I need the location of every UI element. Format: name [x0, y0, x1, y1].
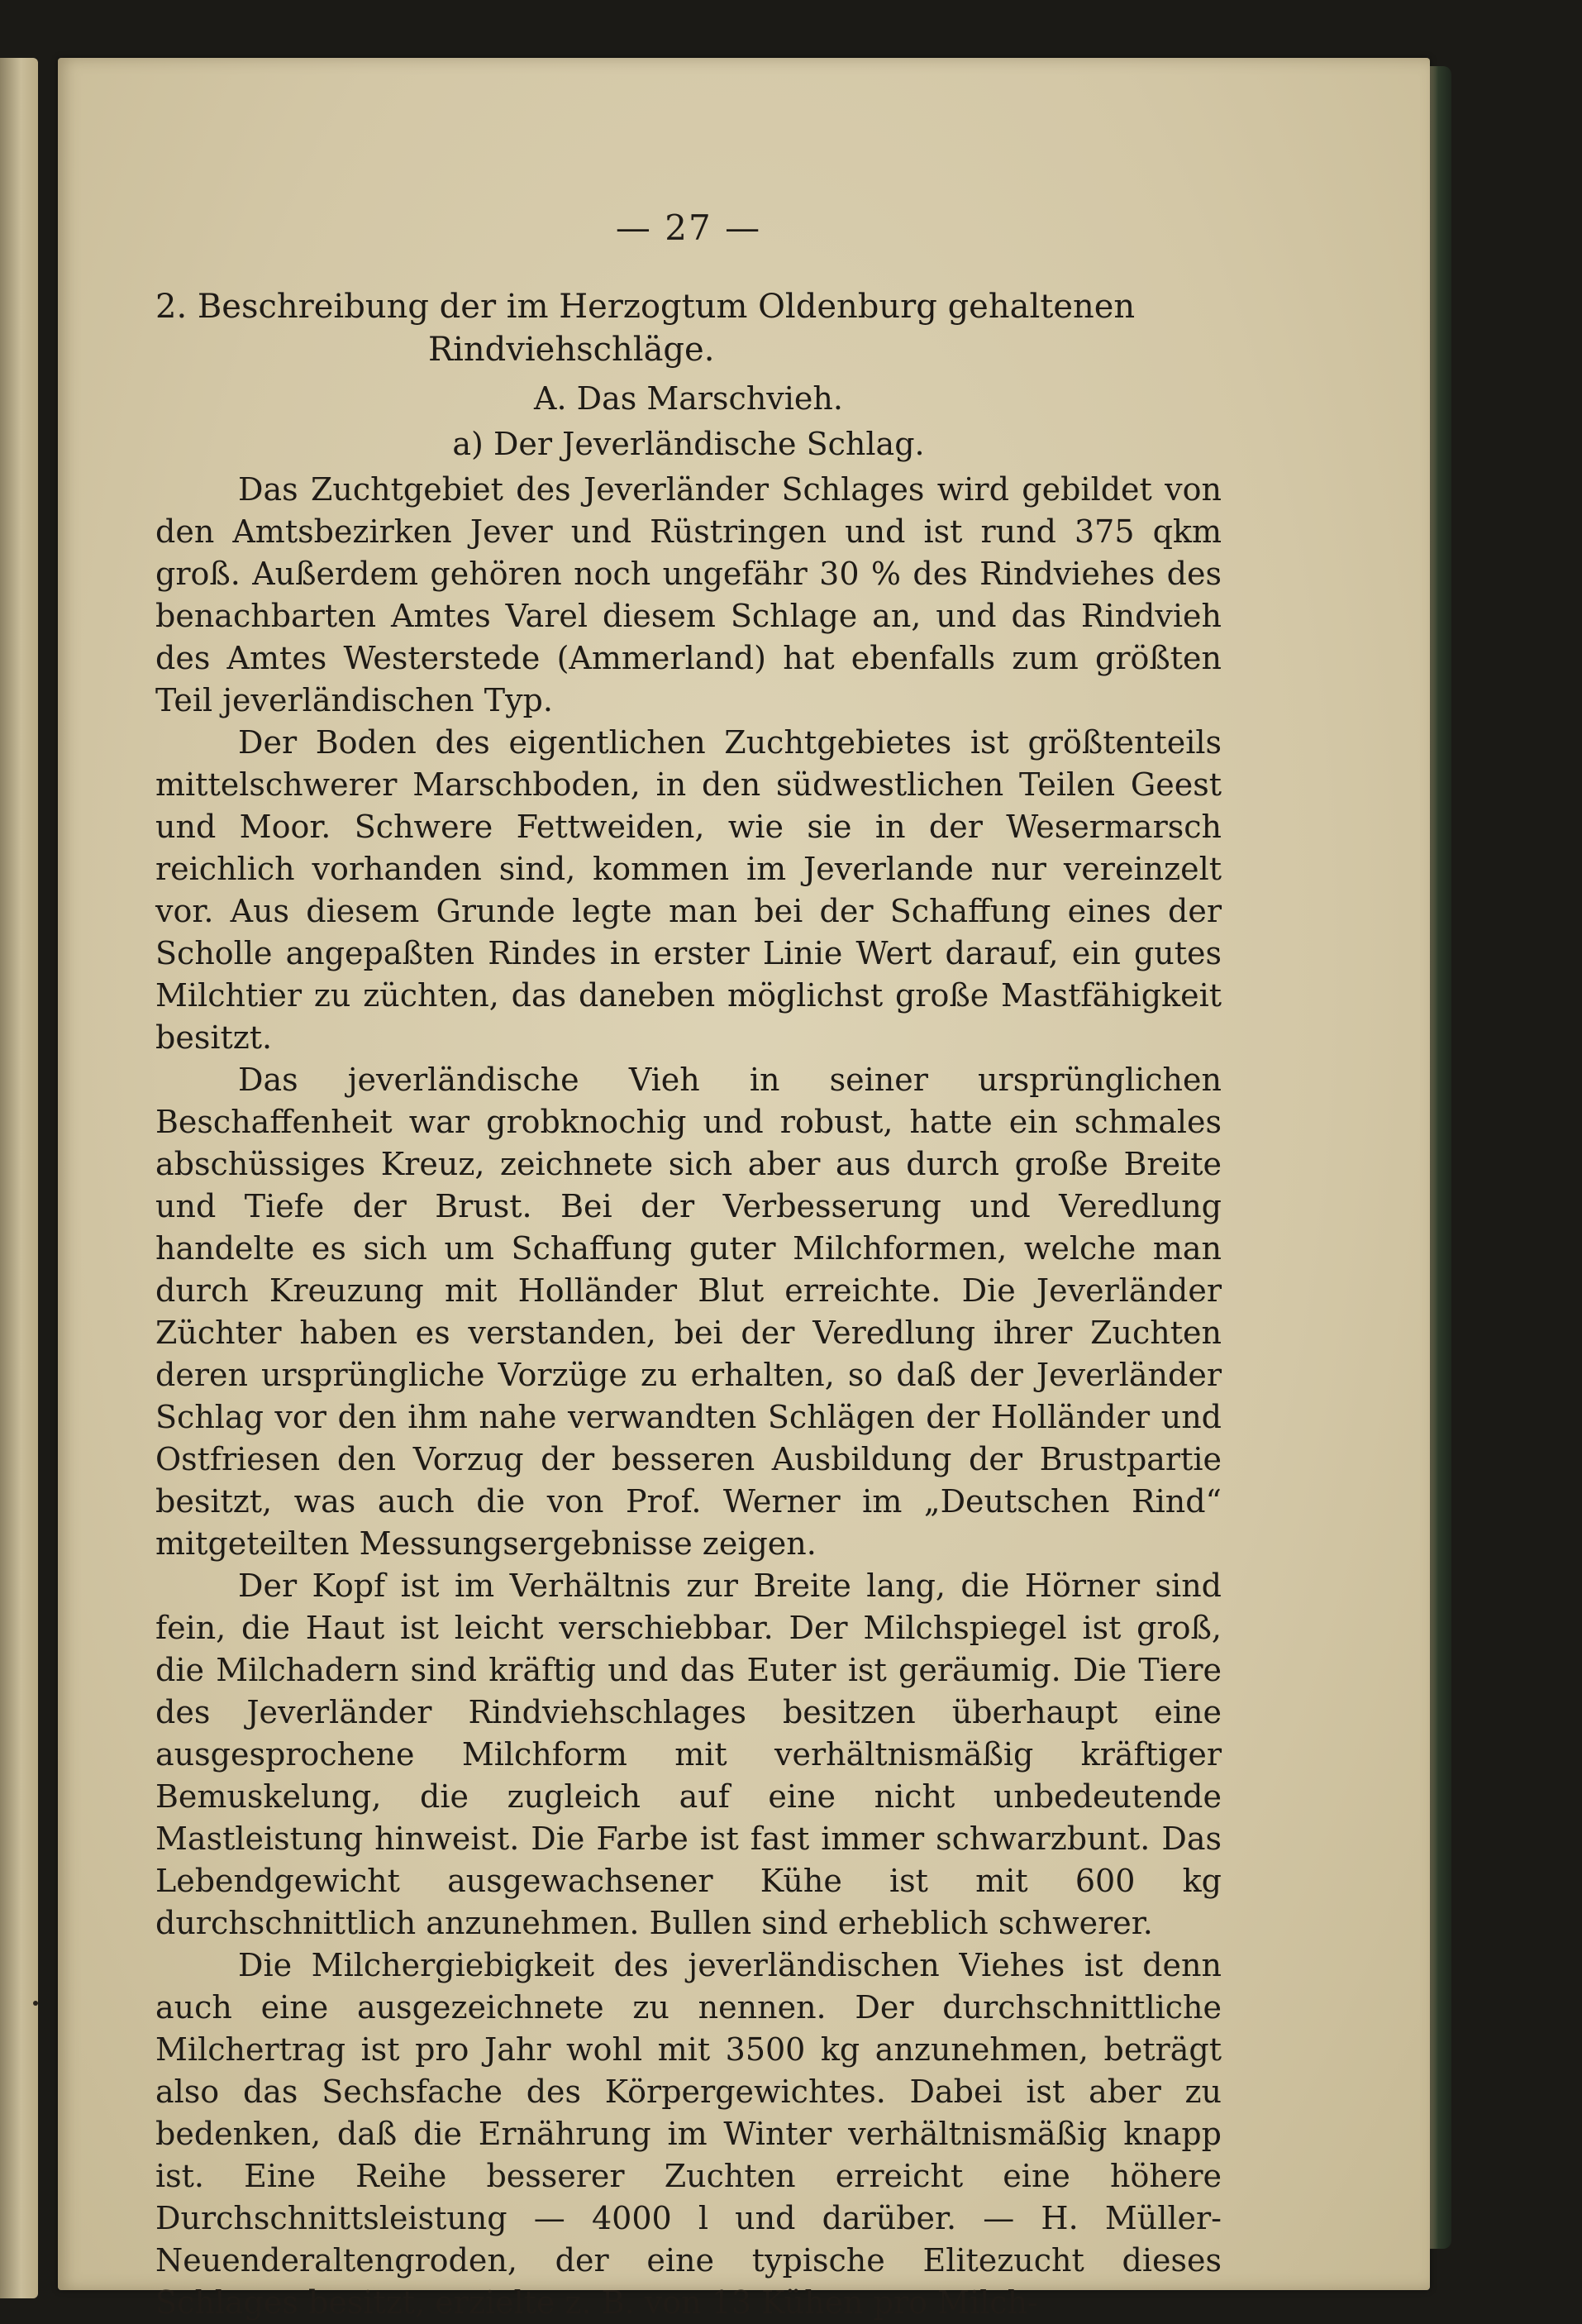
- paragraph: Das jeverländische Vieh in seiner ursprünglichen Beschaffenheit war grobknochig und robust, hatte ein schmales abschüssiges Kreuz, zeichnete sich aber aus durch große Breite und Tiefe der Brust. Bei der Verbesserung und Veredlung handelte es sich um Schaffung guter Milchformen, welche man durch Kreuzung mit Holländer Blut erreichte. Die Jeverländer Züchter haben es verstanden, bei der Veredlung ihrer Zuchten deren ursprüngliche Vorzüge zu erhalten, so daß der Jeverländer Schlag vor den ihm nahe verwandten Schlägen der Holländer und Ostfriesen den Vorzug der besseren Ausbildung der Brustpartie besitzt, was auch die von Prof. Werner im „Deutschen Rind“ mitgeteilten Messungsergebnisse zeigen.: [155, 1062, 1222, 1562]
- page-number: — 27 —: [615, 208, 762, 248]
- paragraph: Das Zuchtgebiet des Jeverländer Schlages wird gebildet von den Amtsbezirken Jever und Rüstringen und ist rund 375 qkm groß. Außerdem gehören noch ungefähr 30 % des Rindviehes des benachbarten Amtes Varel diesem Schlage an, und das Rindvieh des Amtes Westerstede (Ammerland) hat ebenfalls zum größten Teil jeverländischen Typ.: [155, 471, 1222, 718]
- section-title-line-1: 2. Beschreibung der im Herzogtum Oldenburg gehaltenen: [155, 288, 1136, 326]
- heading-marschvieh: A. Das Marschvieh.: [534, 380, 843, 417]
- book-page: [58, 58, 1430, 2321]
- section-title: [155, 285, 1222, 371]
- heading-jeverlaendischer-schlag: a) Der Jeverländische Schlag.: [452, 426, 925, 462]
- paragraph: Der Kopf ist im Verhältnis zur Breite lang, die Hörner sind fein, die Haut ist leicht verschiebbar. Der Milchspiegel ist groß, die Milchadern sind kräftig und das Euter ist geräumig. Die Tiere des Jeverländer Rindviehschlages besitzen überhaupt eine ausgesprochene Milchform mit verhältnismäßig kräftiger Bemuskelung, die zugleich auf eine nicht unbedeutende Mastleistung hinweist. Die Farbe ist fast immer schwarzbunt. Das Lebendgewicht ausgewachsener Kühe ist mit 600 kg durchschnittlich anzunehmen. Bullen sind erheblich schwerer.: [155, 1568, 1222, 1941]
- paragraph: Die Milchergiebigkeit des jeverländischen Viehes ist denn auch eine ausgezeichnete zu nennen. Der durchschnittliche Milchertrag ist pro Jahr wohl mit 3500 kg anzunehmen, beträgt also das Sechsfache des Körpergewichtes. Dabei ist aber zu bedenken, daß die Ernährung im Winter verhältnismäßig knapp ist. Eine Reihe besserer Zuchten erreicht eine höhere Durchschnittsleistung — 4000 l und darüber. — H. Müller-Neuenderaltengroden, der eine typische Elitezucht dieses Schlages besitzt, erzielte z. B. von 13 Kühen pro Milch-: [155, 1947, 1222, 2321]
- left-page-edge: [0, 58, 38, 2298]
- paragraph: Der Boden des eigentlichen Zuchtgebietes ist größtenteils mittelschwerer Marschboden, in den südwestlichen Teilen Geest und Moor. Schwere Fettweiden, wie sie in der Wesermarsch reichlich vorhanden sind, kommen im Jeverlande nur vereinzelt vor. Aus diesem Grunde legte man bei der Schaffung eines der Scholle angepaßten Rindes in erster Linie Wert darauf, ein gutes Milchtier zu züchten, das daneben möglichst große Mastfähigkeit besitzt.: [155, 724, 1222, 1056]
- ink-speck: [33, 2001, 38, 2006]
- section-title-line-2: Rindviehschläge.: [428, 331, 715, 369]
- page-text: [155, 207, 1222, 2324]
